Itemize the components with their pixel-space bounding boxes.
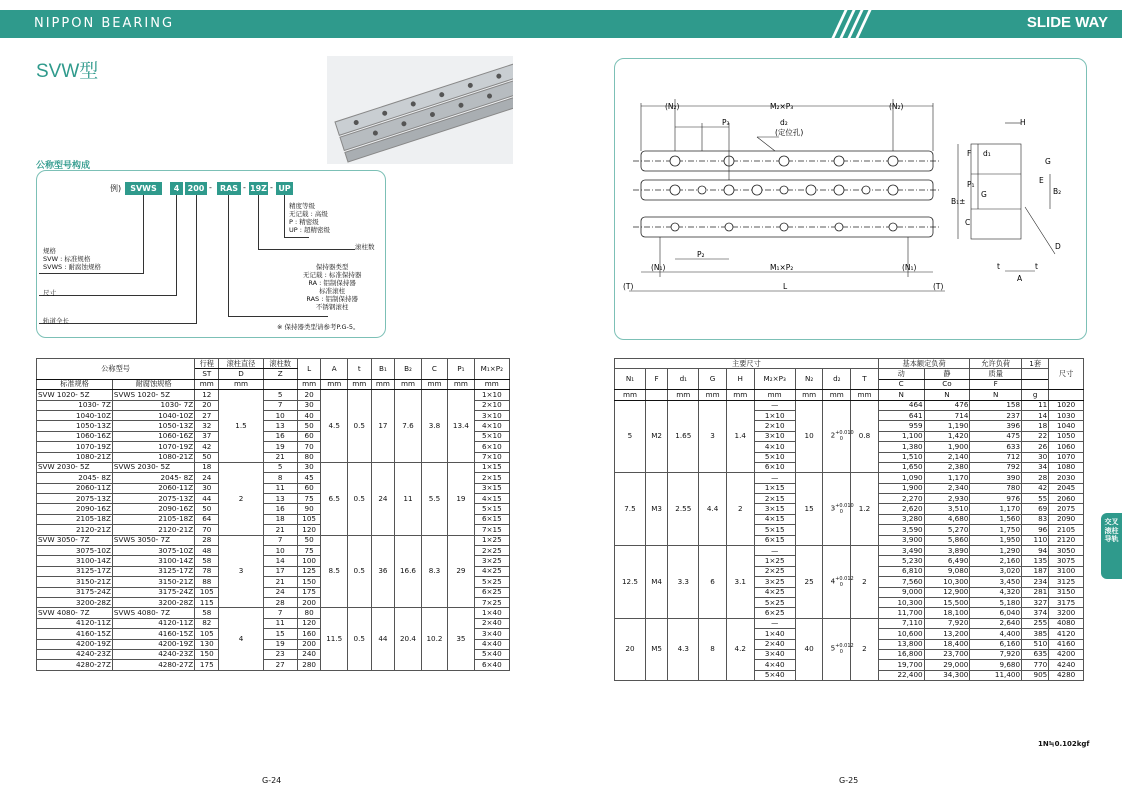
rail-hole [834, 185, 844, 195]
table-row: 3150-21Z 3150-21Z 88 21 150 5×25 [37, 577, 510, 587]
rail-hole [835, 223, 843, 231]
right-spec-table: 主要尺寸 基本额定负荷 允许负荷 1套 尺寸 N₁ F d₁ G H M₂×P₃ N₂ d₂ T 动 静 质量 C Co F mm mm mm mm mm mm mm mm N N N g 5 M2 1.65 3 1.4 — 10 $2^{+0.010}_0$ 0.8 464 476 158 11 1020 1×10 641 714 237 14 1030 2×10 959 1,190 396 18 1040 3×10 1,100 1,420 475 22 1050 4×10 1,380 1,900 633 26 1060 5×10 1,510 2,140 712 30 1070 6×10 1,650 2,380 792 34 1080 7.5 M3 2.55 4.4 2 — 15 $3^{+0.010}_0$ 1.2 1,090 1,170 390 28 2030 1×15 1,900 2,340 780 42 2045 2×15 2,270 2,930 976 55 2060 3×15 2,620 3,510 1,170 69 2075 4×15 3,280 4,680 1,560 83 2090 5×15 3,590 5,270 1,750 96 2105 6×15 3,900 5,860 1,950 110 2120 12.5 M4 3.3 6 3.1 — 25 $4^{+0.012}_0$ 2 3,490 3,890 1,290 94 3050 1×25 5,230 6,490 2,160 135 3075 2×25 6,810 9,080 3,020 187 3100 3×25 7,560 10,300 3,450 234 3125 4×25 9,000 12,900 4,320 281 3150 5×25 10,300 15,500 5,180 327 3175 6×25 11,700 18,100 6,040 374 3200 20 M5 4.3 8 4.2 — 40 $5^{+0.012}_0$ 2 7,110 7,920 2,640 255 4080 1×40 10,600 13,200 4,400 385 4120 2×40 13,800 18,400 6,160 510 4160 3×40 16,800 23,700 7,920 635 4200 4×40 19,700 29,000 9,680 770 4240 5×40 22,400 34,300 11,400 905 4280 [614, 358, 1084, 681]
retainer-note: ※ 保持器类型请参考P.G-5。 [277, 323, 360, 331]
dim-n2-right: (N₂) [889, 102, 904, 111]
dim-p1: P₁ [967, 180, 975, 189]
table-row: 7.5 M3 2.55 4.4 2 — 15 $3^{+0.010}_0$ 1.2 1,090 1,170 390 28 2030 [615, 473, 1084, 483]
table-row: 4240-23Z 4240-23Z 150 23 240 5×40 [37, 649, 510, 659]
table-row: 3125-17Z 3125-17Z 78 17 125 4×25 [37, 566, 510, 576]
table-row: 1060-16Z 1060-16Z 37 16 60 5×10 [37, 431, 510, 441]
table-row: 1040-10Z 1040-10Z 27 10 40 3×10 [37, 410, 510, 420]
table-row: 3075-10Z 3075-10Z 48 10 75 2×25 [37, 546, 510, 556]
table-row: SVW 4080- 7Z SVWS 4080- 7Z 58 4 7 80 11.5 0.5 44 20.4 10.2 35 1×40 [37, 608, 510, 618]
rail-hole [806, 185, 816, 195]
table-row: 12.5 M4 3.3 6 3.1 — 25 $4^{+0.012}_0$ 2 3,490 3,890 1,290 94 3050 [615, 546, 1084, 556]
model-title: SVW型 [36, 61, 99, 82]
dim-d2-note: (定位孔) [775, 128, 804, 137]
table-row: 2120-21Z 2120-21Z 70 21 120 7×15 [37, 525, 510, 535]
table-row: 5×15 3,590 5,270 1,750 96 2105 [615, 525, 1084, 535]
dim-b1: B₁± [951, 197, 966, 206]
code-segment-type: SVWS [125, 182, 162, 195]
page-number-right: G-25 [839, 776, 859, 785]
table-row: 3×10 1,100 1,420 475 22 1050 [615, 431, 1084, 441]
table-row: 5×40 22,400 34,300 11,400 905 4280 [615, 670, 1084, 680]
table-row: 4120-11Z 4120-11Z 82 11 120 2×40 [37, 618, 510, 628]
table-row: 3175-24Z 3175-24Z 105 24 175 6×25 [37, 587, 510, 597]
table-row: 2075-13Z 2075-13Z 44 13 75 4×15 [37, 494, 510, 504]
dimension-drawing [614, 58, 1087, 340]
rail-hole [670, 156, 680, 166]
left-spec-table: 公称型号 行程 滚柱直径 滚柱数 L A t B₁ B₂ C P₁ M₁×P₂ ST D Z 标准规格 耐腐蚀规格 mm mm mm mm mm mm mm mm mm mm SVW 1020- 5Z SVWS 1020- 5Z 12 1.5 5 20 4.5 0.5 17 7.6 3.8 13.4 1×10 1030- 7Z 1030- 7Z 20 7 30 2×10 1040-10Z 1040-10Z 27 10 40 3×10 1050-13Z 1050-13Z 32 13 50 4×10 1060-16Z 1060-16Z 37 16 60 5×10 1070-19Z 1070-19Z 42 19 70 6×10 1080-21Z 1080-21Z 50 21 80 7×10 SVW 2030- 5Z SVWS 2030- 5Z 18 2 5 30 6.5 0.5 24 11 5.5 19 1×15 2045- 8Z 2045- 8Z 24 8 45 2×15 2060-11Z 2060-11Z 30 11 60 3×15 2075-13Z 2075-13Z 44 13 75 4×15 2090-16Z 2090-16Z 50 16 90 5×15 2105-18Z 2105-18Z 64 18 105 6×15 2120-21Z 2120-21Z 70 21 120 7×15 SVW 3050- 7Z SVWS 3050- 7Z 28 3 7 50 8.5 0.5 36 16.6 8.3 29 1×25 3075-10Z 3075-10Z 48 10 75 2×25 3100-14Z 3100-14Z 58 14 100 3×25 3125-17Z 3125-17Z 78 17 125 4×25 3150-21Z 3150-21Z 88 21 150 5×25 3175-24Z 3175-24Z 105 24 175 6×25 3200-28Z 3200-28Z 115 28 200 7×25 SVW 4080- 7Z SVWS 4080- 7Z 58 4 7 80 11.5 0.5 44 20.4 10.2 35 1×40 4120-11Z 4120-11Z 82 11 120 2×40 4160-15Z 4160-15Z 105 15 160 3×40 4200-19Z 4200-19Z 130 19 200 4×40 4240-23Z 4240-23Z 150 23 240 5×40 4280-27Z 4280-27Z 175 27 280 6×40 [36, 358, 510, 671]
dim-a: A [1017, 274, 1023, 283]
table-row: 4200-19Z 4200-19Z 130 19 200 4×40 [37, 639, 510, 649]
dim-e: E [1039, 176, 1044, 185]
table-row: 1×10 641 714 237 14 1030 [615, 410, 1084, 420]
rail-hole [670, 185, 680, 195]
dim-d2: d₂ [780, 118, 788, 127]
table-row: 2090-16Z 2090-16Z 50 16 90 5×15 [37, 504, 510, 514]
rail-hole [780, 223, 788, 231]
dim-t2: t [1035, 262, 1038, 271]
length-label: 轨道全长 [43, 317, 69, 325]
table-row: 4×40 19,700 29,000 9,680 770 4240 [615, 660, 1084, 670]
rail-hole [725, 223, 733, 231]
table-row: 1×40 10,600 13,200 4,400 385 4120 [615, 629, 1084, 639]
table-row: SVW 3050- 7Z SVWS 3050- 7Z 28 3 7 50 8.5 0.5 36 16.6 8.3 29 1×25 [37, 535, 510, 545]
table-row: 4280-27Z 4280-27Z 175 27 280 6×40 [37, 660, 510, 670]
code-segment-size: 4 [170, 182, 183, 195]
table-row: 6×25 11,700 18,100 6,040 374 3200 [615, 608, 1084, 618]
rail-hole [671, 223, 679, 231]
table-row: 3×25 7,560 10,300 3,450 234 3125 [615, 577, 1084, 587]
rail-hole [779, 156, 789, 166]
table-row: 3100-14Z 3100-14Z 58 14 100 3×25 [37, 556, 510, 566]
dim-h: H [1020, 118, 1026, 127]
dim-t-right: (T) [933, 282, 944, 291]
retainer-label: 保持器类型 无记载 : 标准保持器 RA : 铝制保持器 标准滚柱 RAS : 铝制保持器 不锈钢滚柱 [303, 263, 362, 311]
dim-g-top: G [1045, 157, 1051, 166]
dim-roller-d: D [1055, 242, 1061, 251]
table-row: 1×25 5,230 6,490 2,160 135 3075 [615, 556, 1084, 566]
table-row: 1050-13Z 1050-13Z 32 13 50 4×10 [37, 421, 510, 431]
table-row: SVW 1020- 5Z SVWS 1020- 5Z 12 1.5 5 20 4.5 0.5 17 7.6 3.8 13.4 1×10 [37, 390, 510, 400]
rail-hole [889, 223, 897, 231]
rail-hole [698, 186, 706, 194]
dim-m2p3: M₂×P₃ [770, 102, 794, 111]
table-row: 1080-21Z 1080-21Z 50 21 80 7×10 [37, 452, 510, 462]
dim-n1-right: (N₁) [902, 263, 917, 272]
table-row: 2060-11Z 2060-11Z 30 11 60 3×15 [37, 483, 510, 493]
table-row: 3×40 16,800 23,700 7,920 635 4200 [615, 649, 1084, 659]
rail-hole [888, 156, 898, 166]
page-number-left: G-24 [262, 776, 282, 785]
dim-n2-left: (N₂) [665, 102, 680, 111]
table-row: 6×10 1,650 2,380 792 34 1080 [615, 462, 1084, 472]
dim-c: C [965, 218, 971, 227]
dim-l: L [783, 282, 788, 291]
rail-hole [780, 186, 788, 194]
section-title: SLIDE WAY [1026, 14, 1108, 31]
dim-p3: P₃ [722, 118, 730, 127]
table-row: 3×15 2,620 3,510 1,170 69 2075 [615, 504, 1084, 514]
code-segment-retainer: RAS [217, 182, 241, 195]
table-row: 2×10 959 1,190 396 18 1040 [615, 421, 1084, 431]
model-code-diagram: 例) SVWS 4 200 - RAS - 19Z - UP 精度等级 无记载 : 高级 P : 精密级 UP : 超精密级 滚柱数 规格 SVW : 标准规格 SVWS : 耐腐蚀规格 尺寸 保持器类型 无记载 : 标准保持器 RA : 铝制保持器 标准滚柱 RAS : 铝制保持器 不锈钢滚柱 轨道全长 ※ 保持器类型请参考P.G-5。 [36, 170, 386, 338]
table-row: 4×10 1,380 1,900 633 26 1060 [615, 442, 1084, 452]
grade-label: 精度等级 无记载 : 高级 P : 精密级 UP : 超精密级 [289, 202, 330, 234]
unit-conversion-note: 1N≒0.102kgf [1038, 740, 1090, 748]
table-row: 1×15 1,900 2,340 780 42 2045 [615, 483, 1084, 493]
table-row: 2045- 8Z 2045- 8Z 24 8 45 2×15 [37, 473, 510, 483]
spec-label: 规格 SVW : 标准规格 SVWS : 耐腐蚀规格 [43, 247, 101, 271]
table-row: 5 M2 1.65 3 1.4 — 10 $2^{+0.010}_0$ 0.8 464 476 158 11 1020 [615, 400, 1084, 410]
dim-t: t [997, 262, 1000, 271]
dim-t-left: (T) [623, 282, 634, 291]
example-prefix: 例) [110, 184, 122, 193]
brand-name: NIPPON BEARING [34, 16, 175, 31]
product-photo [327, 56, 513, 164]
dim-n1-left: (N₁) [651, 263, 666, 272]
rail-hole [834, 156, 844, 166]
dim-f: F [967, 149, 972, 158]
table-row: 1030- 7Z 1030- 7Z 20 7 30 2×10 [37, 400, 510, 410]
config-title: 公称型号构成 [36, 161, 91, 171]
dim-g: G [981, 190, 987, 199]
dim-p2: P₂ [697, 250, 705, 259]
rollers-label: 滚柱数 [355, 243, 375, 251]
table-row: 5×25 10,300 15,500 5,180 327 3175 [615, 597, 1084, 607]
table-row: 4160-15Z 4160-15Z 105 15 160 3×40 [37, 629, 510, 639]
code-segment-grade: UP [276, 182, 293, 195]
dim-b2: B₂ [1053, 187, 1062, 196]
table-row: 2×15 2,270 2,930 976 55 2060 [615, 494, 1084, 504]
rail-hole [862, 186, 870, 194]
table-row: 6×15 3,900 5,860 1,950 110 2120 [615, 535, 1084, 545]
header-bar [0, 10, 1122, 38]
table-row: 5×10 1,510 2,140 712 30 1070 [615, 452, 1084, 462]
table-row: 4×25 9,000 12,900 4,320 281 3150 [615, 587, 1084, 597]
dim-d1: d₁ [983, 149, 991, 158]
table-row: SVW 2030- 5Z SVWS 2030- 5Z 18 2 5 30 6.5 0.5 24 11 5.5 19 1×15 [37, 462, 510, 472]
table-row: 20 M5 4.3 8 4.2 — 40 $5^{+0.012}_0$ 2 7,110 7,920 2,640 255 4080 [615, 618, 1084, 628]
table-row: 2105-18Z 2105-18Z 64 18 105 6×15 [37, 514, 510, 524]
header-stripes [832, 10, 872, 38]
code-segment-rollers: 19Z [250, 184, 267, 193]
code-segment-length: 200 [185, 182, 207, 195]
table-row: 1070-19Z 1070-19Z 42 19 70 6×10 [37, 442, 510, 452]
chapter-tab[interactable]: 交叉滚柱导轨 [1101, 513, 1122, 579]
size-label: 尺寸 [43, 289, 56, 297]
rail-hole [888, 185, 898, 195]
table-row: 4×15 3,280 4,680 1,560 83 2090 [615, 514, 1084, 524]
rail-hole [752, 185, 762, 195]
table-row: 2×25 6,810 9,080 3,020 187 3100 [615, 566, 1084, 576]
rail-hole [724, 185, 734, 195]
dim-m1p2: M₁×P₂ [770, 263, 794, 272]
table-row: 2×40 13,800 18,400 6,160 510 4160 [615, 639, 1084, 649]
table-row: 3200-28Z 3200-28Z 115 28 200 7×25 [37, 597, 510, 607]
